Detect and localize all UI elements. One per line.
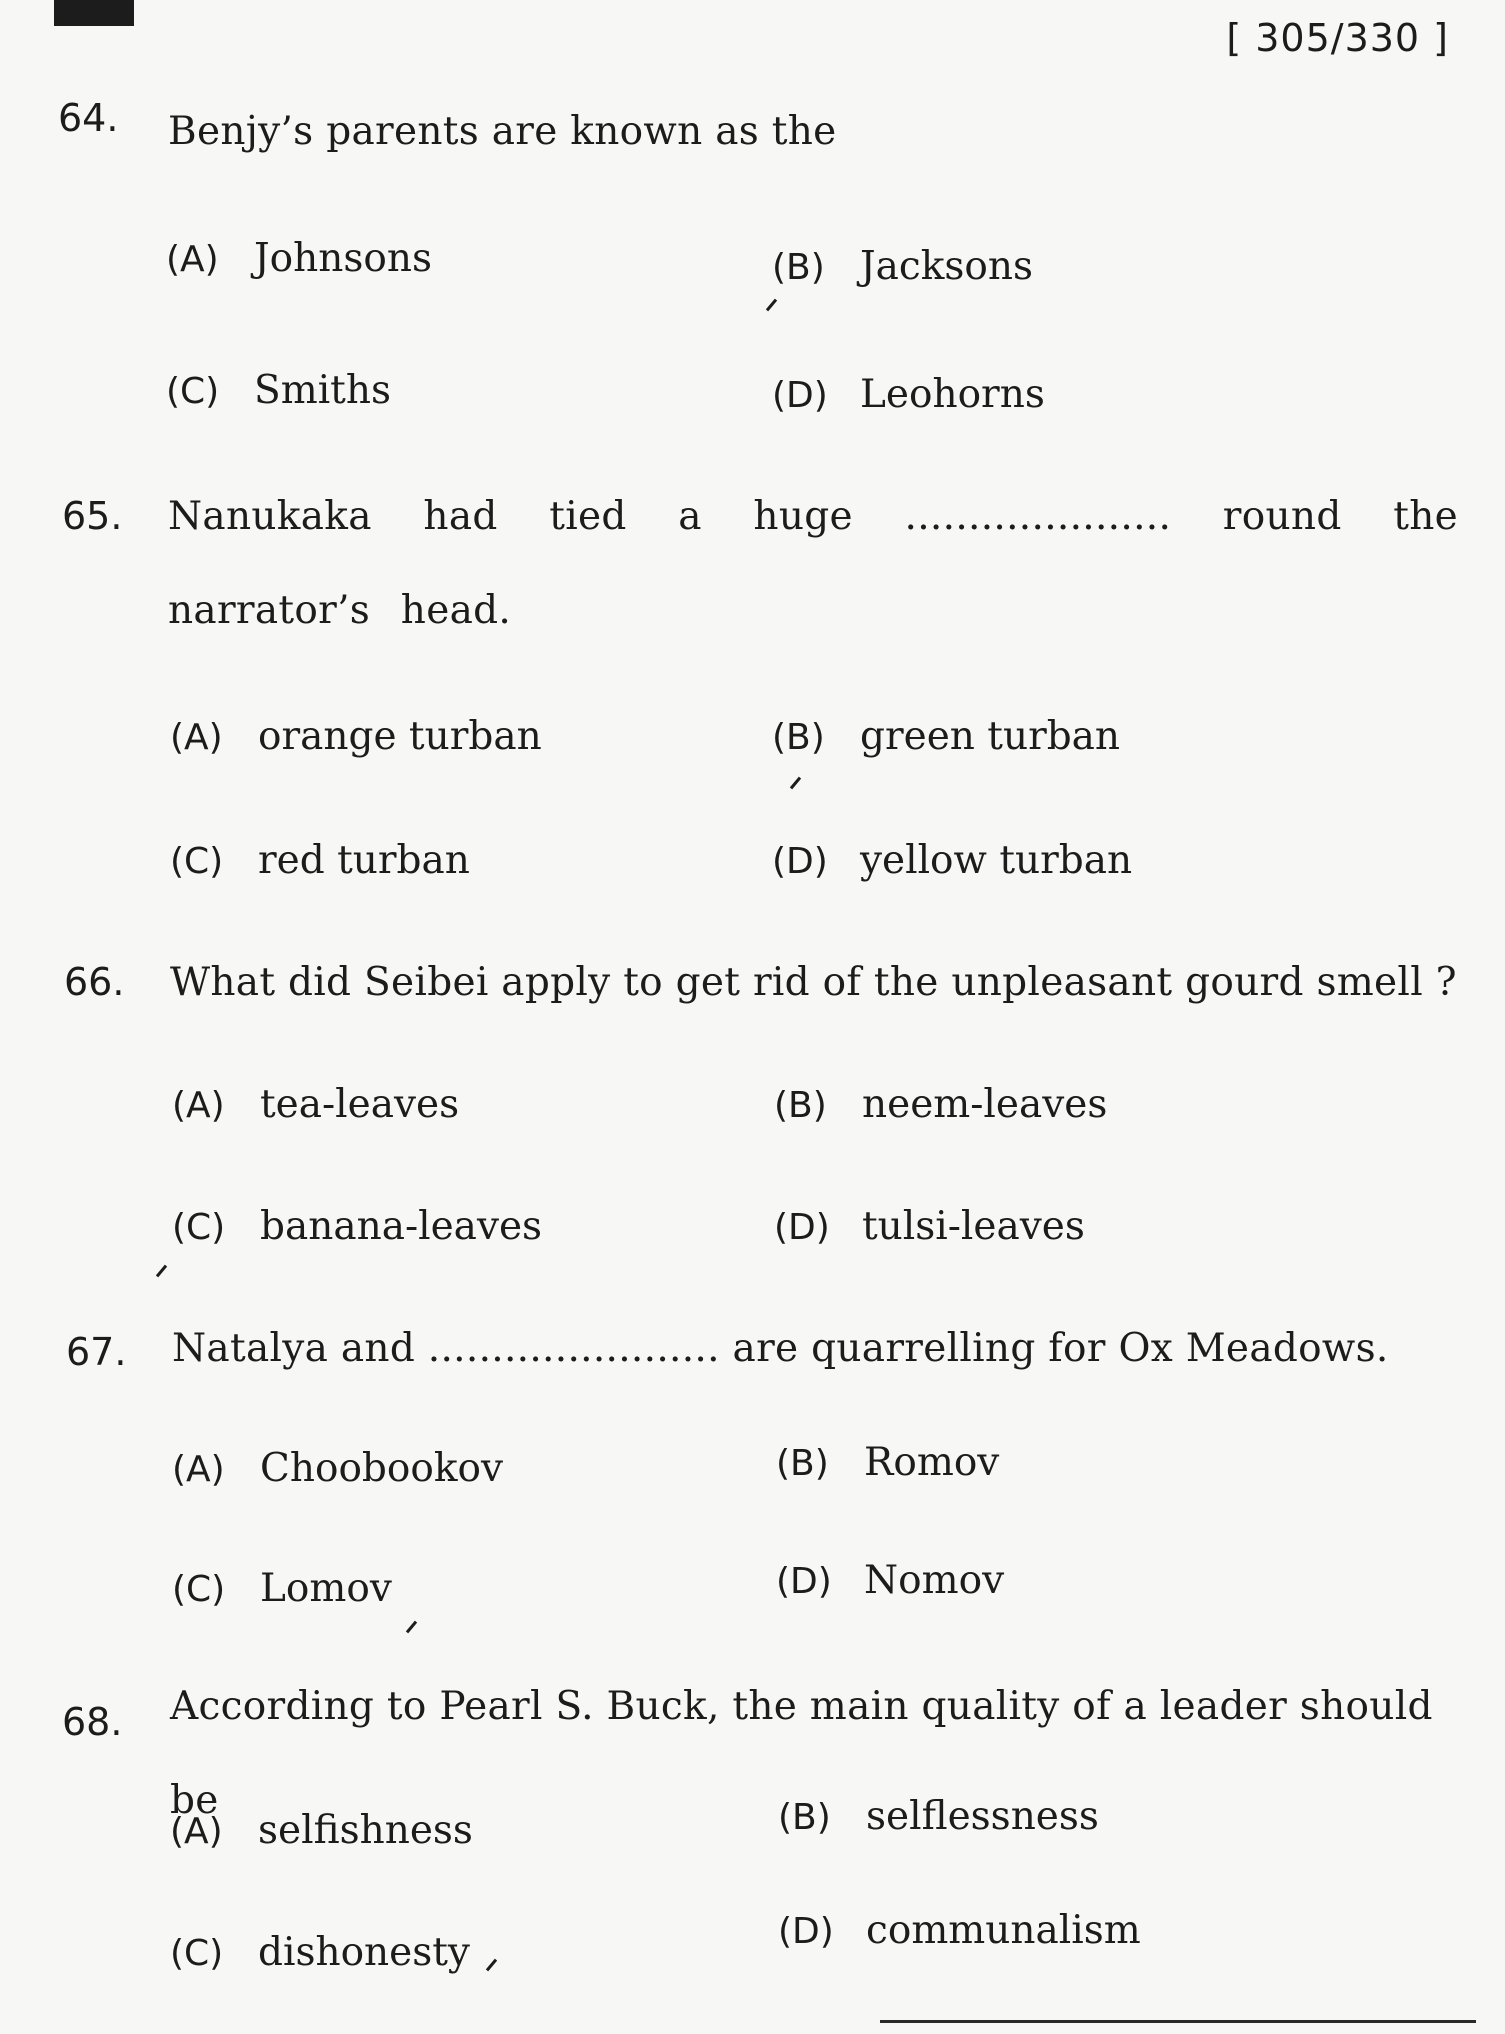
option-a xyxy=(172,1446,503,1491)
pen-tick-mark xyxy=(766,299,777,312)
option-letter: (B) xyxy=(772,717,825,758)
pen-tick-mark xyxy=(790,777,801,790)
option-text: yellow turban xyxy=(860,838,1133,883)
option-letter: (B) xyxy=(772,247,825,288)
page-code: [ 305/330 ] xyxy=(1226,16,1449,60)
option-d xyxy=(778,1908,1141,1953)
option-b xyxy=(776,1440,999,1485)
option-letter: (D) xyxy=(774,1207,830,1248)
option-text: selflessness xyxy=(866,1794,1099,1839)
question-text: What did Seibei apply to get rid of the unpleasant gourd smell ? xyxy=(170,960,1457,1005)
option-letter: (C) xyxy=(170,841,224,882)
option-text: Smiths xyxy=(254,368,391,413)
page-corner-mark xyxy=(54,0,134,26)
option-c xyxy=(172,1566,392,1611)
option-letter: (D) xyxy=(772,375,828,416)
option-a xyxy=(172,1082,459,1127)
option-text: tea-leaves xyxy=(260,1082,460,1127)
option-a xyxy=(170,714,542,759)
option-letter: (A) xyxy=(166,239,219,280)
option-letter: (B) xyxy=(778,1797,831,1838)
option-text: Johnsons xyxy=(254,236,432,281)
option-letter: (C) xyxy=(172,1569,226,1610)
option-text: red turban xyxy=(258,838,470,883)
option-b xyxy=(774,1082,1107,1127)
option-text: Lomov xyxy=(260,1566,392,1611)
question-number: 64. xyxy=(58,96,119,140)
option-d xyxy=(774,1204,1085,1249)
option-text: orange turban xyxy=(258,714,542,759)
option-text: Jacksons xyxy=(860,244,1033,289)
option-text: banana-leaves xyxy=(260,1204,543,1249)
option-d xyxy=(776,1558,1004,1603)
option-d xyxy=(772,372,1045,417)
option-d xyxy=(772,838,1132,883)
option-text: tulsi-leaves xyxy=(862,1204,1085,1249)
option-letter: (A) xyxy=(170,717,223,758)
option-c xyxy=(166,368,391,413)
footer-rule xyxy=(880,2020,1476,2023)
option-letter: (A) xyxy=(172,1449,225,1490)
option-text: Romov xyxy=(864,1440,1000,1485)
pen-tick-mark xyxy=(486,1959,497,1972)
option-text: Nomov xyxy=(864,1558,1005,1603)
option-letter: (D) xyxy=(776,1561,832,1602)
option-text: dishonesty xyxy=(258,1930,470,1975)
option-c xyxy=(170,1930,470,1975)
option-a xyxy=(166,236,432,281)
option-text: communalism xyxy=(866,1908,1141,1953)
option-b xyxy=(772,714,1120,759)
option-letter: (C) xyxy=(172,1207,226,1248)
option-a xyxy=(170,1808,473,1853)
question-number: 65. xyxy=(62,494,123,538)
question-text: Nanukaka had tied a huge ..................... round the narrator’s head. xyxy=(168,494,1458,633)
question-number: 68. xyxy=(62,1700,123,1744)
question-text: According to Pearl S. Buck, the main quality of a leader should be xyxy=(170,1684,1433,1823)
option-text: neem-leaves xyxy=(862,1082,1108,1127)
option-letter: (C) xyxy=(170,1933,224,1974)
option-text: Leohorns xyxy=(860,372,1045,417)
option-letter: (A) xyxy=(172,1085,225,1126)
option-b xyxy=(778,1794,1099,1839)
option-text: green turban xyxy=(860,714,1121,759)
option-text: Choobookov xyxy=(260,1446,503,1491)
question-number: 66. xyxy=(64,960,125,1004)
option-letter: (D) xyxy=(772,841,828,882)
option-letter: (A) xyxy=(170,1811,223,1852)
option-letter: (D) xyxy=(778,1911,834,1952)
option-letter: (C) xyxy=(166,371,220,412)
pen-tick-mark xyxy=(406,1621,417,1634)
question-text: Natalya and ....................... are quarrelling for Ox Meadows. xyxy=(172,1326,1389,1371)
option-letter: (B) xyxy=(774,1085,827,1126)
question-number: 67. xyxy=(66,1330,127,1374)
option-c xyxy=(170,838,470,883)
pen-tick-mark xyxy=(156,1265,167,1278)
option-c xyxy=(172,1204,542,1249)
option-letter: (B) xyxy=(776,1443,829,1484)
option-text: selfishness xyxy=(258,1808,473,1853)
question-text: Benjy’s parents are known as the xyxy=(168,109,837,154)
option-b xyxy=(772,244,1033,289)
